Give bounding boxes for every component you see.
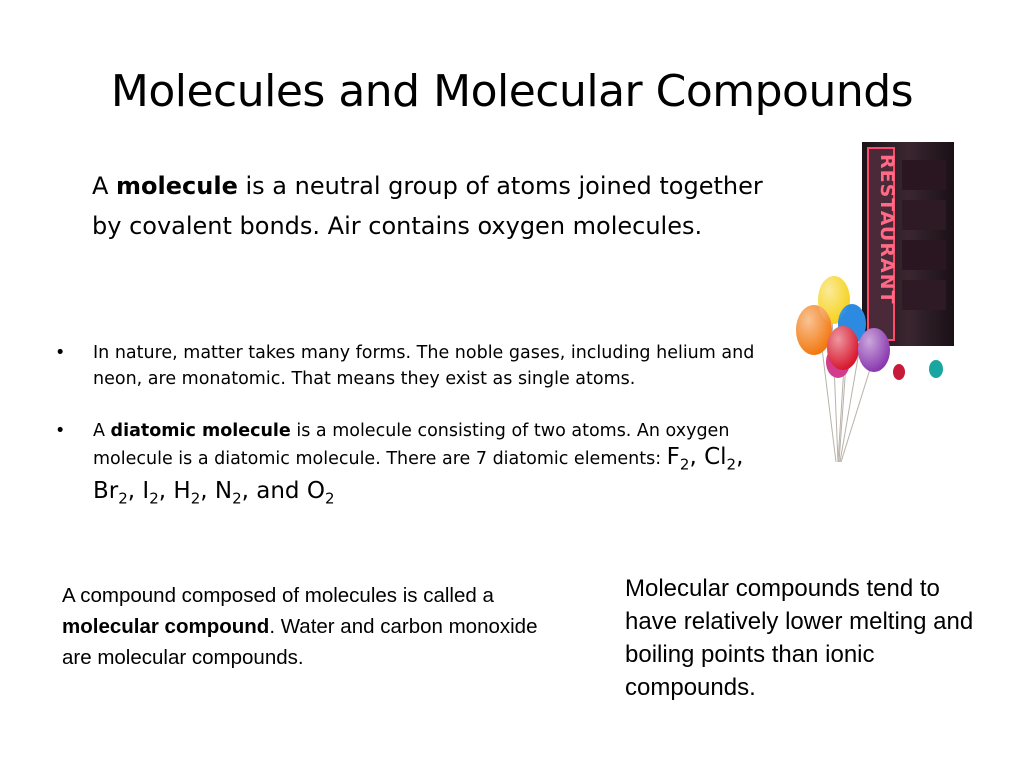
box-left-rest: . Water and carbon monoxide are molecular compounds. [62, 615, 538, 669]
element-br: Br [93, 477, 119, 504]
balloon-small-red [893, 364, 905, 380]
intro-prefix: A [92, 172, 117, 200]
melting-point-textbox: Molecular compounds tend to have relatively lower melting and boiling points than ionic compounds. [625, 575, 974, 701]
separator: , [200, 477, 215, 504]
neon-sign-text: RESTAURANT [876, 154, 898, 305]
bullet-prefix: A [93, 421, 111, 441]
intro-rest: is a neutral group of atoms joined together by covalent bonds. Air contains oxygen molecules. [92, 172, 763, 240]
bullet-marker: • [55, 343, 66, 363]
bullet-rest: is a molecule consisting of two atoms. An oxygen molecule is a diatomic molecule. There are 7 diatomic elements: [93, 421, 730, 469]
box-left-text: A compound composed of molecules is called a [62, 584, 494, 607]
molecular-compound-textbox [62, 580, 562, 673]
intro-paragraph [92, 166, 782, 246]
bullet-item-monatomic [55, 340, 780, 392]
separator: , [736, 444, 744, 470]
separator: , [158, 477, 174, 504]
element-cl: Cl [704, 444, 727, 470]
box-left-term: molecular compound [62, 615, 270, 638]
restaurant-balloons-image [790, 140, 960, 470]
bullet-term: diatomic molecule [110, 421, 291, 441]
separator: , [127, 477, 143, 504]
element-f: F [666, 444, 680, 470]
subscript: 2 [679, 455, 690, 474]
separator: , [689, 444, 705, 470]
intro-term: molecule [116, 172, 238, 200]
subscript: 2 [324, 489, 335, 508]
subscript: 2 [118, 489, 128, 508]
subscript: 2 [190, 489, 201, 508]
bullet-marker: • [55, 421, 66, 441]
element-h: H [173, 477, 191, 504]
separator: , and [241, 477, 307, 504]
element-o: O [306, 477, 325, 504]
element-i: I [142, 477, 150, 504]
subscript: 2 [726, 455, 737, 474]
subscript: 2 [232, 489, 242, 508]
subscript: 2 [149, 489, 159, 508]
balloon-small-teal [929, 360, 943, 378]
slide-title: Molecules and Molecular Compounds [110, 66, 914, 117]
building-photo [862, 142, 954, 346]
bullet-text: In nature, matter takes many forms. The noble gases, including helium and neon, are monatomic. That means they exist as single atoms. [93, 343, 755, 389]
element-n: N [214, 477, 233, 504]
bullet-item-diatomic [55, 418, 780, 511]
bullet-list [55, 340, 780, 537]
